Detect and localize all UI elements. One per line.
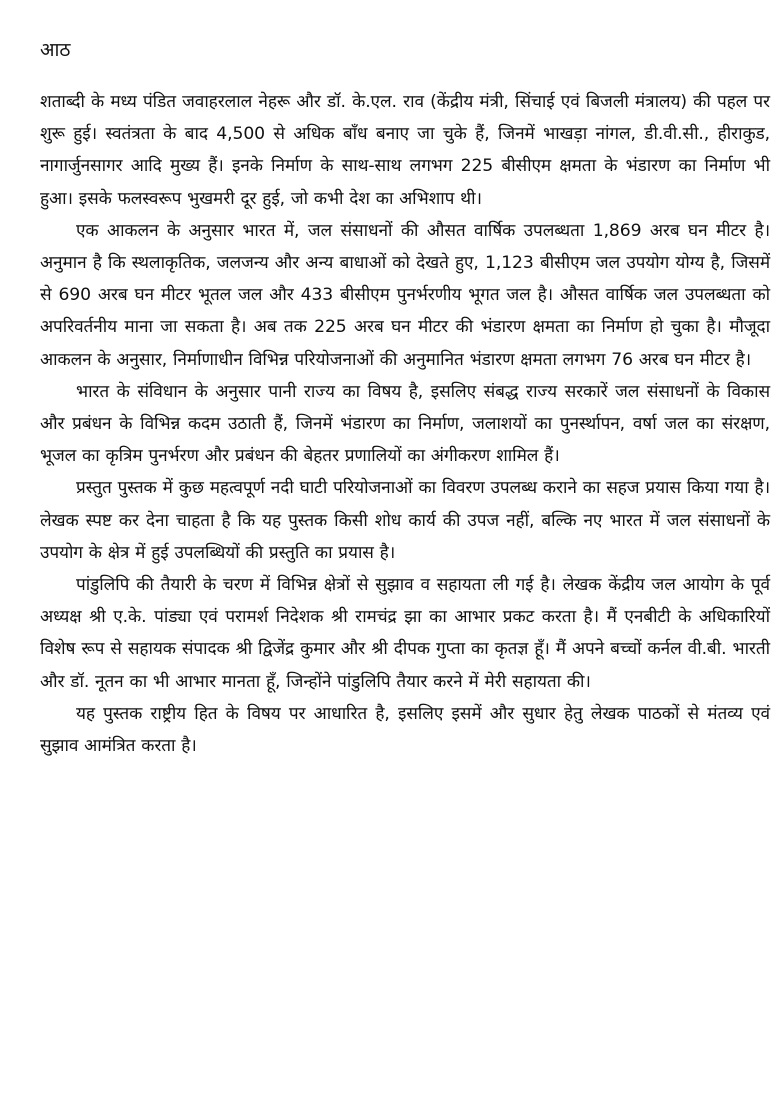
paragraph-constitution-state-subject: भारत के संविधान के अनुसार पानी राज्य का विषय है, इसलिए संबद्ध राज्य सरकारें जल संसाधनों के विकास और प्रबंधन के विभिन्न कदम उठाती हैं, जिनमें भंडारण का निर्माण, जलाशयों का पुनर्स्थापन, वर्षा जल का संरक्षण, भूजल का कृत्रिम पुनर्भरण और प्रबंधन की बेहतर प्रणालियों का अंगीकरण शामिल हैं। [40,381,770,467]
paragraph-history-of-dams: शताब्दी के मध्य पंडित जवाहरलाल नेहरू और डॉ. के.एल. राव (केंद्रीय मंत्री, सिंचाई एवं बिजली मंत्रालय) की पहल पर शुरू हुई। स्वतंत्रता के बाद 4,500 से अधिक बाँध बनाए जा चुके हैं, जिनमें भाखड़ा नांगल, डी.वी.सी., हीराकुड, नागार्जुनसागर आदि मुख्य हैं। इनके निर्माण के साथ-साथ लगभग 225 बीसीएम क्षमता के भंडारण का निर्माण भी हुआ। इसके फलस्वरूप भुखमरी दूर हुई, जो कभी देश का अभिशाप थी। [40,92,770,209]
paragraph-invitation-for-suggestions: यह पुस्तक राष्ट्रीय हित के विषय पर आधारित है, इसलिए इसमें और सुधार हेतु लेखक पाठकों से मंतव्य एवं सुझाव आमंत्रित करता है। [40,703,770,757]
page-number: आठ [40,39,71,61]
paragraph-water-resources-estimate: एक आकलन के अनुसार भारत में, जल संसाधनों की औसत वार्षिक उपलब्धता 1,869 अरब घन मीटर है। अनुमान है कि स्थलाकृतिक, जलजन्य और अन्य बाधाओं को देखते हुए, 1,123 बीसीएम जल उपयोग योग्य है, जिसमें से 690 अरब घन मीटर भूतल जल और 433 बीसीएम पुनर्भरणीय भूगत जल है। औसत वार्षिक जल उपलब्धता को अपरिवर्तनीय माना जा सकता है। अब तक 225 अरब घन मीटर की भंडारण क्षमता का निर्माण हो चुका है। मौजूदा आकलन के अनुसार, निर्माणाधीन विभिन्न परियोजनाओं की अनुमानित भंडारण क्षमता लगभग 76 अरब घन मीटर है। [40,220,770,370]
paragraph-acknowledgements: पांडुलिपि की तैयारी के चरण में विभिन्न क्षेत्रों से सुझाव व सहायता ली गई है। लेखक केंद्रीय जल आयोग के पूर्व अध्यक्ष श्री ए.के. पांड्या एवं परामर्श निदेशक श्री रामचंद्र झा का आभार प्रकट करता है। मैं एनबीटी के अधिकारियों विशेष रूप से सहायक संपादक श्री द्विजेंद्र कुमार और श्री दीपक गुप्ता का कृतज्ञ हूँ। मैं अपने बच्चों कर्नल वी.बी. भारती और डॉ. नूतन का भी आभार मानता हूँ, जिन्होंने पांडुलिपि तैयार करने में मेरी सहायता की। [40,575,770,692]
body-text [40,86,770,762]
paragraph-book-purpose: प्रस्तुत पुस्तक में कुछ महत्वपूर्ण नदी घाटी परियोजनाओं का विवरण उपलब्ध कराने का सहज प्रयास किया गया है। लेखक स्पष्ट कर देना चाहता है कि यह पुस्तक किसी शोध कार्य की उपज नहीं, बल्कि नए भारत में जल संसाधनों के उपयोग के क्षेत्र में हुई उपलब्धियों की प्रस्तुति का प्रयास है। [40,478,770,563]
